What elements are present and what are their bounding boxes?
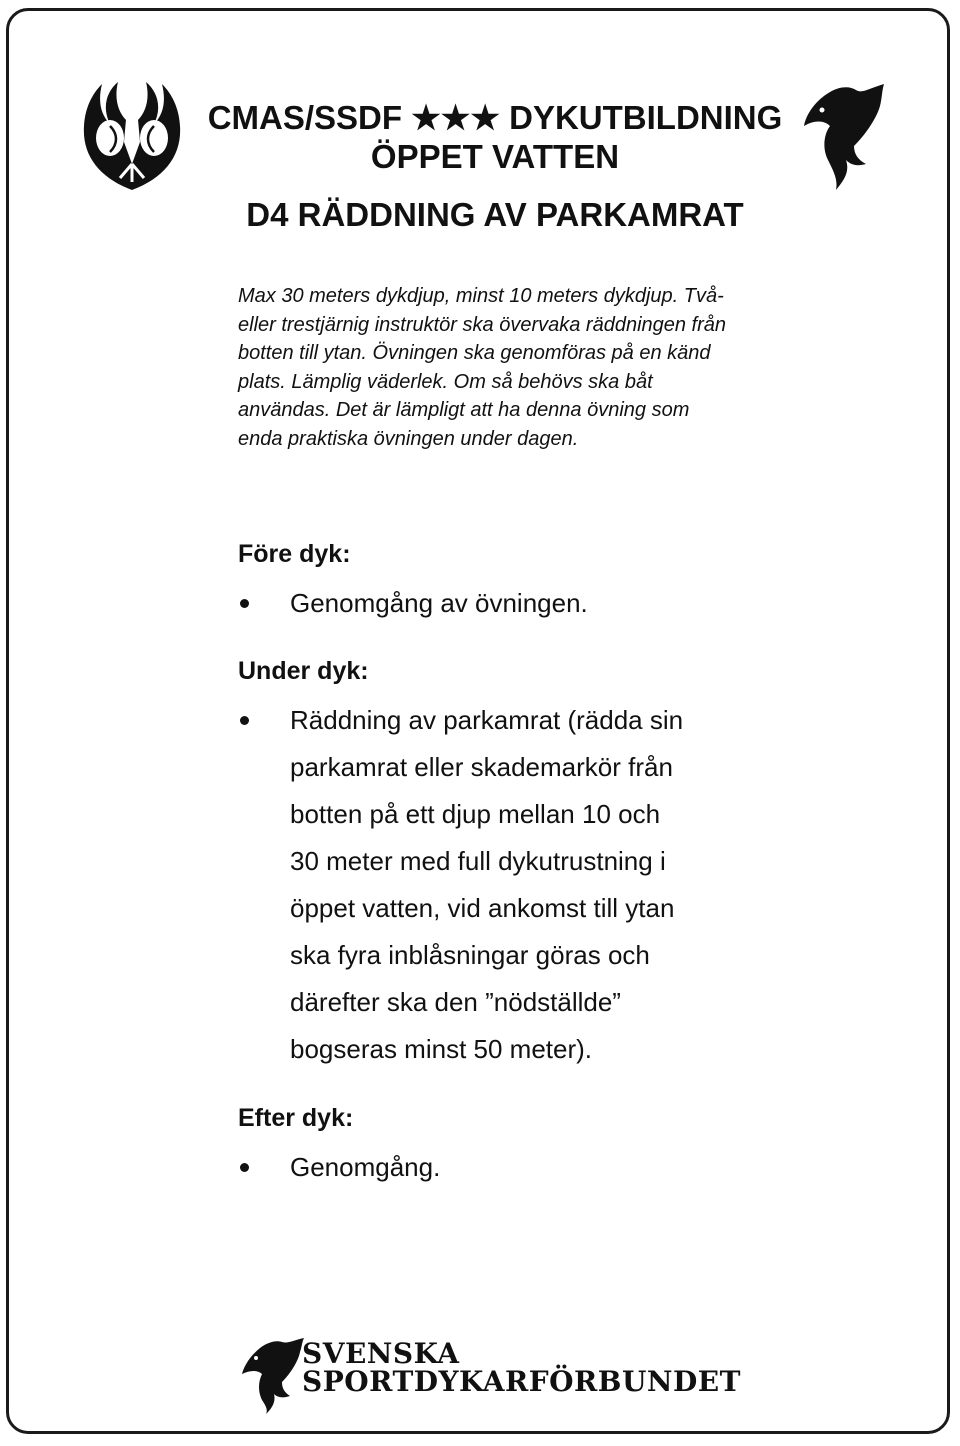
course-subtitle: ÖPPET VATTEN (370, 138, 620, 175)
before-dive-heading: Före dyk: (238, 540, 351, 568)
list-item: Räddning av parkamrat (rädda sin parkamrat eller skademarkör från botten på ett djup mellan 10 och 30 meter med full dykutrustning i öppet vatten, vid ankomst till ytan ska fyra inblåsningar göras och därefter ska den ”nödställde” bogseras minst 50 meter). (238, 697, 688, 1073)
during-dive-list (238, 697, 688, 1073)
bullet-icon (240, 599, 249, 608)
organization-name: SVENSKA SPORTDYKARFÖRBUNDET (302, 1337, 741, 1398)
exercise-title: D4 RÄDDNING AV PARKAMRAT (246, 196, 744, 233)
list-item: Genomgång. (238, 1144, 758, 1191)
during-dive-heading: Under dyk: (238, 657, 369, 685)
list-item: Genomgång av övningen. (238, 580, 758, 627)
bullet-icon (240, 716, 249, 725)
course-title: CMAS/SSDF ★★★ DYKUTBILDNING (207, 99, 783, 136)
after-dive-list (238, 1144, 758, 1191)
intro-text: Max 30 meters dykdjup, minst 10 meters dykdjup. Två- eller trestjärnig instruktör ska övervaka räddningen från botten till ytan. Övningen ska genomföras på en känd plats. Lämplig väderlek. Om så behövs ska båt användas. Det är lämpligt att ha denna övning som enda praktiska övningen under dagen. (238, 285, 727, 450)
after-dive-heading: Efter dyk: (238, 1104, 354, 1132)
bullet-icon (240, 1163, 249, 1172)
mermaid-crest-icon (80, 78, 184, 192)
before-dive-list (238, 580, 758, 627)
dolphin-icon (240, 1334, 310, 1416)
dolphin-icon (800, 80, 892, 192)
